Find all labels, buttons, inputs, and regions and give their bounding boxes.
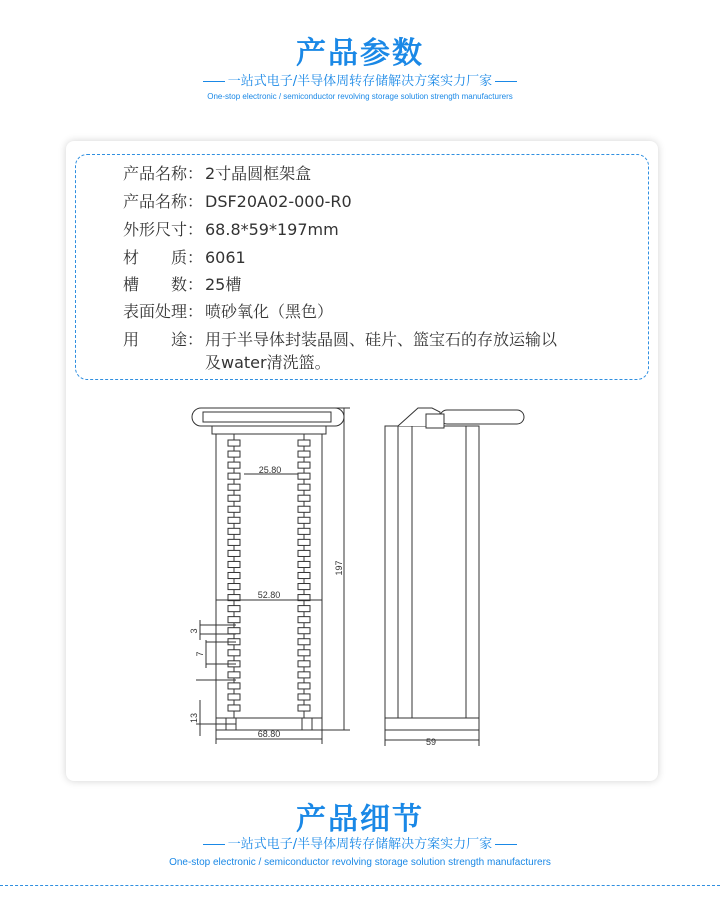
section-title-details: 产品细节 [296,802,424,837]
slot-tooth [228,528,240,534]
slot-tooth [298,462,310,468]
spec-value: 6061 [205,248,246,267]
header-subtitle-cn-text: 一站式电子/半导体周转存储解决方案实力厂家 [227,74,493,89]
footer-subtitle-cn-text: 一站式电子/半导体周转存储解决方案实力厂家 [227,837,493,852]
slot-tooth [228,451,240,457]
spec-usage-continuation: 及water清洗篮。 [205,353,331,372]
spec-value: 2寸晶圆框架盒 [205,164,312,183]
slot-tooth [298,672,310,678]
slot-tooth [228,495,240,501]
page-title: 产品参数 [296,36,424,71]
slot-tooth [228,473,240,479]
spec-value: 喷砂氧化（黑色） [205,302,334,321]
slot-tooth [228,462,240,468]
dim-label-pitch-a: 3 [189,628,199,634]
dim-label-inner-top: 25.80 [258,465,282,475]
dim-label-depth: 59 [425,737,437,747]
front-top-plate [212,426,326,434]
slot-tooth [298,528,310,534]
spec-label: 材 质： [123,248,204,267]
slot-tooth [298,650,310,656]
slot-tooth [228,606,240,612]
side-view [385,408,524,746]
footer-subtitle-en: One-stop electronic / semiconductor revolving storage solution strength manufacturers [169,857,551,868]
slot-tooth [228,440,240,446]
side-body [385,426,479,730]
slot-tooth [298,572,310,578]
slot-tooth [298,539,310,545]
header-subtitle-en: One-stop electronic / semiconductor revolving storage solution strength manufacturers [207,92,513,101]
slot-tooth [298,628,310,634]
slot-tooth [298,705,310,711]
dim-label-inner-mid: 52.80 [257,590,281,600]
slot-tooth [228,705,240,711]
slot-tooth [228,572,240,578]
dim-label-bottom: 13 [189,712,199,724]
spec-value: 68.8*59*197mm [205,220,339,239]
spec-label: 表面处理： [123,302,204,321]
slot-tooth [298,517,310,523]
dim-label-height: 197 [334,560,344,576]
slot-tooth [228,517,240,523]
spec-label: 外形尺寸： [123,220,204,239]
slot-tooth [228,539,240,545]
slot-tooth [298,606,310,612]
front-view [192,408,350,744]
slot-tooth [228,694,240,700]
slot-tooth [298,506,310,512]
dim-label-pitch-b: 7 [195,651,205,657]
slot-tooth [298,484,310,490]
spec-value: 25槽 [205,275,242,294]
slot-tooth [228,628,240,634]
slot-tooth [298,440,310,446]
slot-tooth [228,672,240,678]
slot-tooth [298,561,310,567]
spec-label: 用 途： [123,330,204,349]
side-handle-pivot [426,414,444,428]
slot-tooth [298,495,310,501]
slot-tooth [228,506,240,512]
slot-tooth [298,661,310,667]
spec-label: 槽 数： [123,275,204,294]
slot-tooth [228,650,240,656]
spec-label: 产品名称： [123,164,204,183]
slot-tooth [228,584,240,590]
slot-tooth [228,617,240,623]
slot-tooth [298,617,310,623]
slot-tooth [228,561,240,567]
slot-tooth [298,694,310,700]
dim-label-width: 68.80 [257,729,281,739]
footer-subtitle-cn [0,833,720,852]
slot-tooth [228,550,240,556]
slot-tooth [298,584,310,590]
slot-tooth [298,639,310,645]
front-handle [192,408,344,426]
slot-tooth [228,683,240,689]
side-base [385,718,479,730]
bottom-divider [0,885,720,886]
slot-tooth [298,550,310,556]
spec-value: 用于半导体封装晶圆、硅片、篮宝石的存放运输以 [205,330,558,349]
spec-label: 产品名称： [123,192,204,211]
slot-tooth [298,473,310,479]
slot-tooth [298,683,310,689]
slot-tooth [298,451,310,457]
spec-value: DSF20A02-000-R0 [205,192,352,211]
slot-tooth [228,484,240,490]
side-handle [440,410,524,424]
